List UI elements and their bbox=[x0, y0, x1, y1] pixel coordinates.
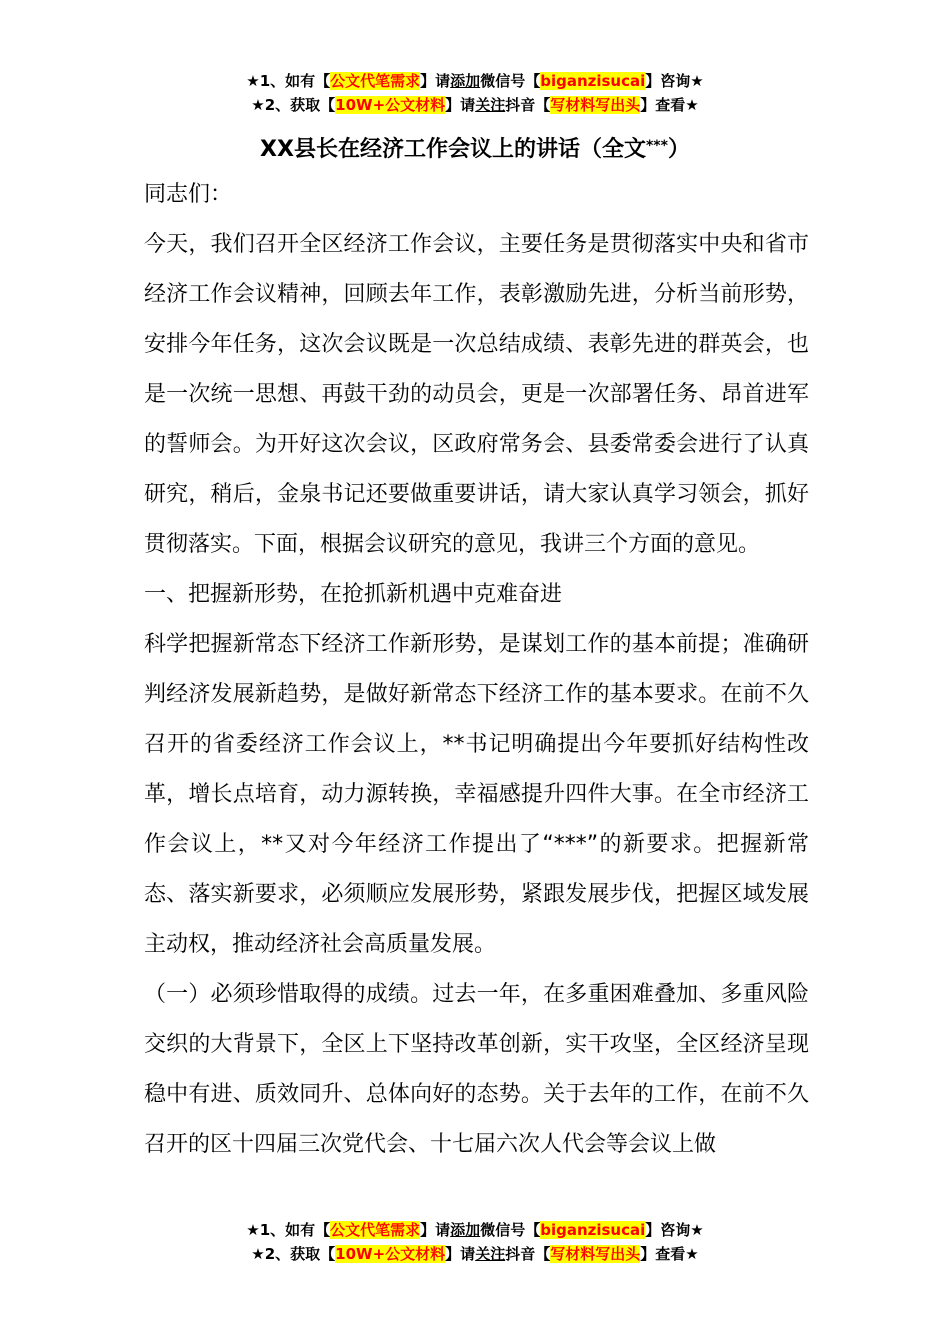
promo-underline: 关注 bbox=[475, 96, 506, 114]
promo-text: 】咨询 bbox=[645, 72, 691, 90]
promo-highlight: 10W+公文材料 bbox=[335, 1245, 446, 1263]
promo-underline: 添加 bbox=[450, 1221, 481, 1239]
star-icon: ★ bbox=[690, 1221, 704, 1239]
salutation: 同志们： bbox=[144, 182, 233, 207]
promo-line-2 bbox=[0, 1242, 950, 1266]
promo-line-2 bbox=[0, 93, 950, 117]
section-heading: 一、把握新形势，在抢抓新机遇中克难奋进 bbox=[144, 582, 563, 607]
promo-text: 微信号【 bbox=[480, 72, 541, 90]
promo-banner-bottom bbox=[0, 1218, 950, 1266]
title-text: XX县长在经济工作会议上的讲话（全文 bbox=[260, 137, 646, 162]
promo-underline: 添加 bbox=[450, 72, 481, 90]
promo-text: 】请 bbox=[420, 1221, 451, 1239]
promo-highlight: biganzisucai bbox=[540, 1221, 646, 1239]
promo-text: 】请 bbox=[445, 96, 476, 114]
star-icon: ★ bbox=[685, 96, 699, 114]
promo-banner-top bbox=[0, 69, 950, 117]
star-icon: ★ bbox=[246, 72, 260, 90]
document-body bbox=[144, 170, 809, 1170]
promo-text: 抖音【 bbox=[505, 1245, 551, 1263]
title-stars: *** bbox=[645, 138, 668, 154]
promo-highlight: 写材料写出头 bbox=[550, 1245, 641, 1263]
promo-highlight: biganzisucai bbox=[540, 72, 646, 90]
paragraph: 今天，我们召开全区经济工作会议，主要任务是贯彻落实中央和省市经济工作会议精神，回顾去年工作，表彰激励先进，分析当前形势，安排今年任务，这次会议既是一次总结成绩、表彰先进的群英会，也是一次统一思想、再鼓干劲的动员会，更是一次部署任务、昂首进军的誓师会。为开好这次会议，区政府常务会、县委常委会进行了认真研究，稍后，金泉书记还要做重要讲话，请大家认真学习领会，抓好贯彻落实。下面，根据会议研究的意见，我讲三个方面的意见。 bbox=[144, 232, 809, 557]
promo-line-1 bbox=[0, 69, 950, 93]
star-icon: ★ bbox=[246, 1221, 260, 1239]
promo-text: 2、获取【 bbox=[264, 96, 336, 114]
promo-highlight: 公文代笔需求 bbox=[330, 72, 421, 90]
promo-highlight: 写材料写出头 bbox=[550, 96, 641, 114]
promo-text: 1、如有【 bbox=[259, 1221, 331, 1239]
promo-text: 1、如有【 bbox=[259, 72, 331, 90]
paragraph: 科学把握新常态下经济工作新形势，是谋划工作的基本前提；准确研判经济发展新趋势，是做好新常态下经济工作的基本要求。在前不久召开的省委经济工作会议上，**书记明确提出今年要抓好结构性改革，增长点培育，动力源转换，幸福感提升四件大事。在全市经济工作会议上，**又对今年经济工作提出了“***”的新要求。把握新常态、落实新要求，必须顺应发展形势，紧跟发展步伐，把握区域发展主动权，推动经济社会高质量发展。 bbox=[144, 632, 809, 957]
paragraph: （一）必须珍惜取得的成绩。过去一年，在多重困难叠加、多重风险交织的大背景下，全区上下坚持改革创新，实干攻坚，全区经济呈现稳中有进、质效同升、总体向好的态势。关于去年的工作，在前不久召开的区十四届三次党代会、十七届六次人代会等会议上做 bbox=[144, 982, 809, 1157]
promo-text: 抖音【 bbox=[505, 96, 551, 114]
star-icon: ★ bbox=[685, 1245, 699, 1263]
promo-text: 】请 bbox=[445, 1245, 476, 1263]
title-close: ） bbox=[667, 137, 690, 162]
promo-text: 】查看 bbox=[640, 1245, 686, 1263]
star-icon: ★ bbox=[251, 96, 265, 114]
document-title bbox=[0, 128, 950, 168]
promo-text: 微信号【 bbox=[480, 1221, 541, 1239]
promo-underline: 关注 bbox=[475, 1245, 506, 1263]
promo-text: 】请 bbox=[420, 72, 451, 90]
promo-text: 2、获取【 bbox=[264, 1245, 336, 1263]
promo-line-1 bbox=[0, 1218, 950, 1242]
promo-text: 】咨询 bbox=[645, 1221, 691, 1239]
promo-text: 】查看 bbox=[640, 96, 686, 114]
star-icon: ★ bbox=[690, 72, 704, 90]
star-icon: ★ bbox=[251, 1245, 265, 1263]
promo-highlight: 公文代笔需求 bbox=[330, 1221, 421, 1239]
promo-highlight: 10W+公文材料 bbox=[335, 96, 446, 114]
